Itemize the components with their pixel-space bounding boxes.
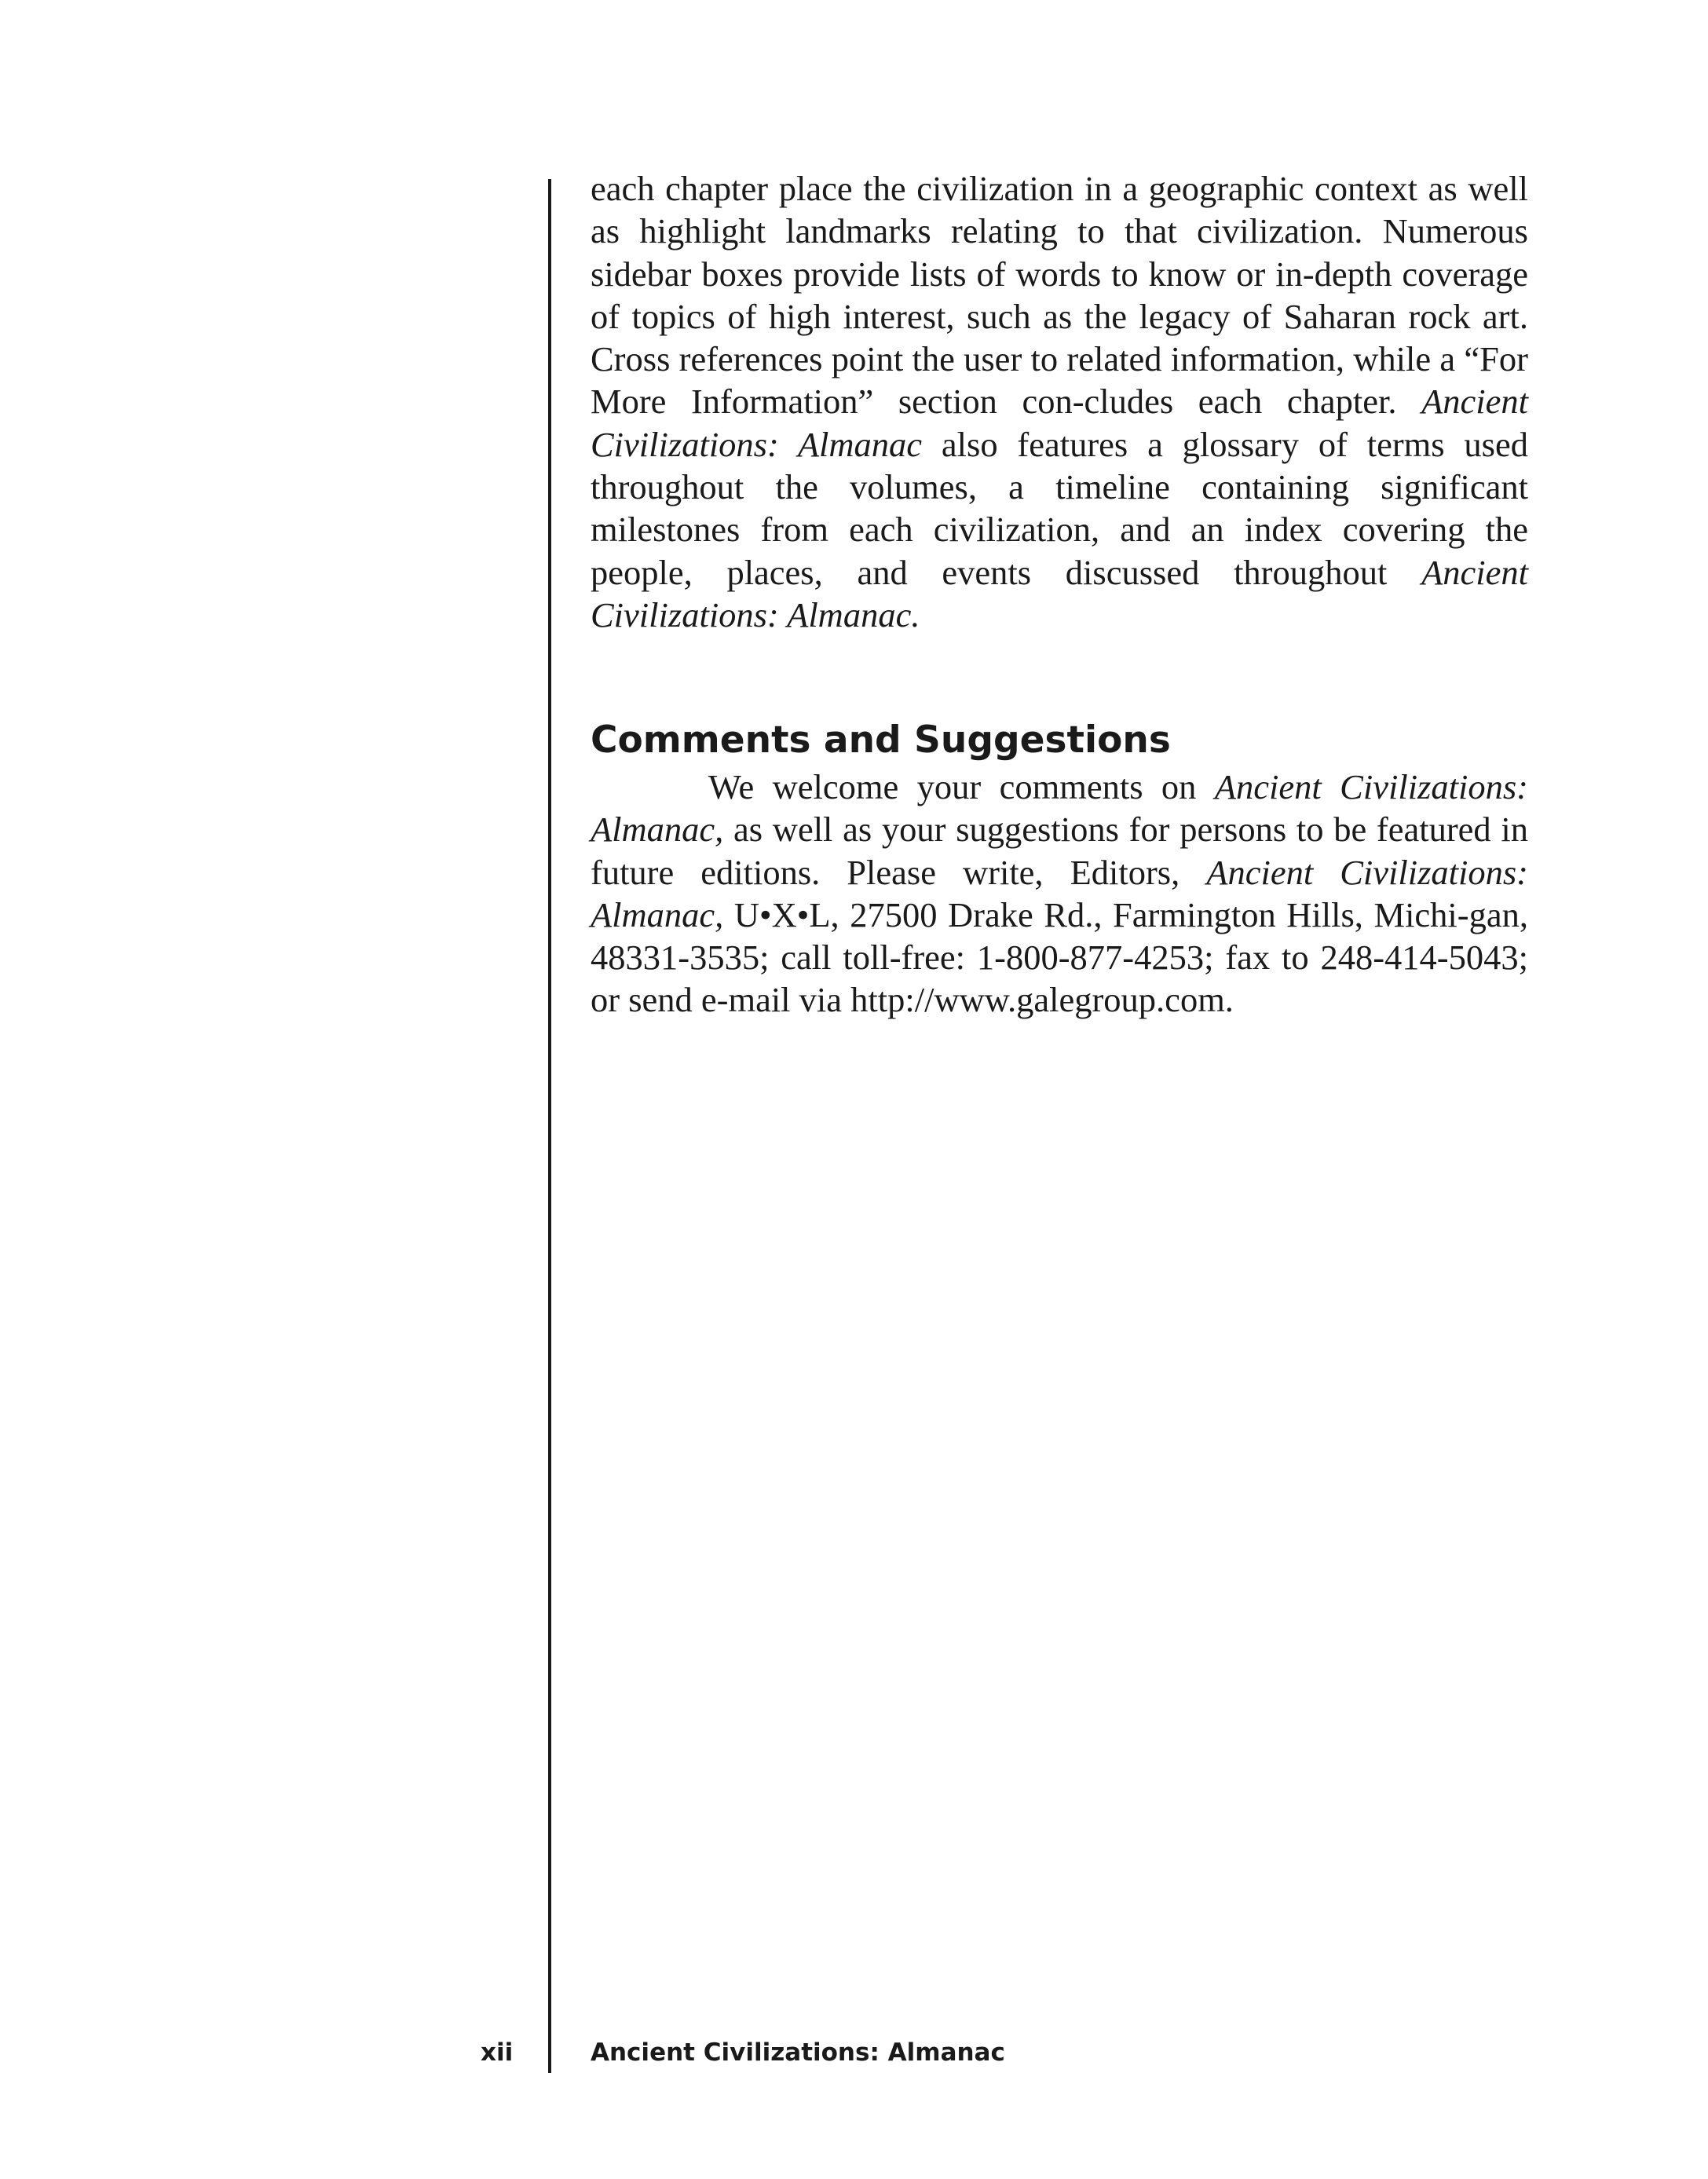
intro-text-part-2: also features a glossary of terms used throughout the volumes, a timeline containing significant milestones from each civilization, and an index covering the people, places, and events discussed throughout <box>591 424 1529 592</box>
comments-heading: Comments and Suggestions <box>591 718 1171 762</box>
comments-book-title-1: Ancient Civilizations: Almanac, <box>591 767 1528 850</box>
comments-book-title-2: Ancient Civilizations: Almanac, <box>591 852 1529 934</box>
main-text-column <box>591 167 1529 1020</box>
comments-text-part-3: U•X•L, 27500 Drake Rd., Farmington Hills, Michi-gan, 48331-3535; call toll-free: 1-800-877-4253; fax to 248-414-5043; or send e-mail via http://www.galegroup.com. <box>591 894 1528 1020</box>
intro-book-title-1: Ancient Civilizations: Almanac <box>591 382 1528 464</box>
comments-section <box>591 766 1528 1022</box>
page-number: xii <box>481 2038 514 2067</box>
running-footer-title: Ancient Civilizations: Almanac <box>591 2038 1005 2067</box>
intro-paragraph <box>591 167 1528 636</box>
comments-text-part-1: We welcome your comments on <box>708 767 1215 806</box>
vertical-margin-rule <box>548 179 551 2073</box>
comments-paragraph <box>591 766 1528 1022</box>
intro-book-title-2: Ancient Civilizations: Almanac. <box>591 552 1528 634</box>
comments-text-part-2: as well as your suggestions for persons to be featured in future editions. Please write, Editors, <box>591 810 1528 892</box>
intro-text-part-1: each chapter place the civilization in a geographic context as well as highlight landmarks relating to that civilization. Numerous sidebar boxes provide lists of words to know or in-depth coverage of topics of high interest, such as the legacy of Saharan rock art. Cross references point the user to related information, while a “For More Information” section con-cludes each chapter. <box>591 169 1528 422</box>
